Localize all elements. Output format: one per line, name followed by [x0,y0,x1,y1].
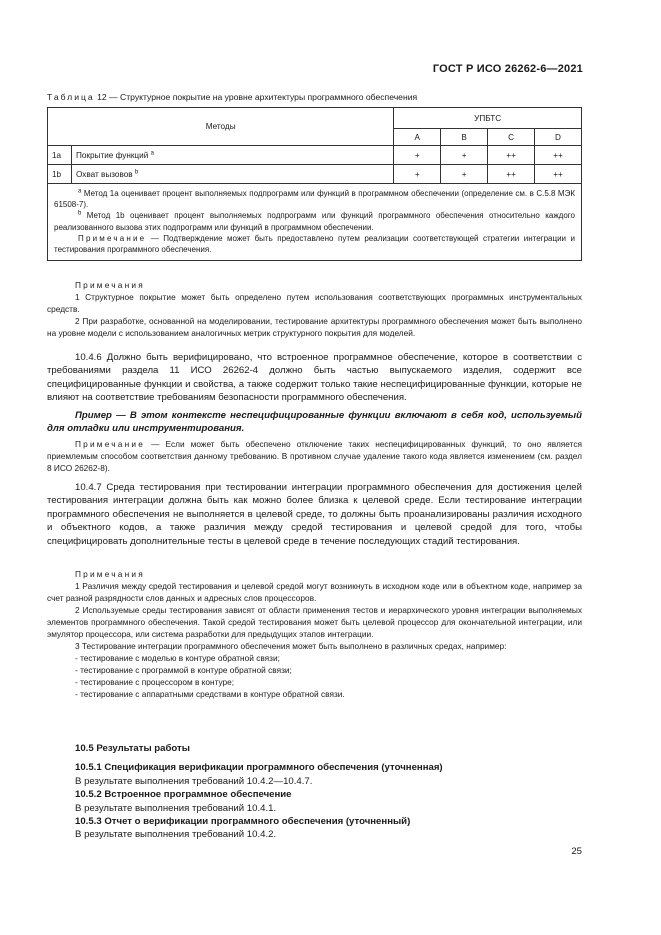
table-caption-label: Таблица [47,92,95,102]
header-level-c: C [488,129,535,146]
example-10-4-6: Пример — В этом контексте неспецифицированные функции включают в себя код, используемый для отладки или инструментирования. [47,410,582,435]
subsection-heading: 10.5.2 Встроенное программное обеспечение [75,789,292,801]
note-item: 3 Тестирование интеграции программного обеспечения может быть выполнено в различных средах, например: [75,641,507,651]
cell-value: ++ [535,146,582,165]
list-item: - тестирование с программой в контуре обратной связи; [75,665,292,675]
notes-block-2 [47,568,582,700]
header-asil: УПБТС [394,108,582,129]
coverage-table [47,107,582,261]
cell-value: + [394,146,441,165]
table-row [48,165,582,184]
table-footnotes [48,184,582,261]
footnote-b: $^b$ Метод 1b оценивает процент выполняемых подпрограмм или функций программного обеспечения относительно каждого реализованного вызова этих подпрограмм или функций в программном обеспечении. [54,210,575,232]
row-method: Покрытие функций $^a$ [71,146,393,165]
footnote-ref: a [150,149,154,156]
notes-label: Примечания [75,280,145,290]
header-level-a: A [394,129,441,146]
table-note: Примечание — Подтверждение может быть предоставлено путем реализации соответствующей стратегии интеграции и тестирования программного обеспечения. [54,233,575,255]
list-item: - тестирование с процессором в контуре; [75,677,235,687]
footnote-ref: b [134,168,139,175]
row-method: Охват вызовов $^b$ [71,165,393,184]
section-10-5 [47,742,582,842]
header-methods: Методы [48,108,394,146]
note-label: Примечание [75,439,146,449]
header-level-d: D [535,129,582,146]
row-id: 1a [48,146,72,165]
cell-value: + [394,165,441,184]
section-title: 10.5 Результаты работы [75,743,190,754]
table-row [48,146,582,165]
notes-block-1 [47,279,582,339]
notes-label: Примечания [75,569,145,579]
cell-value: ++ [488,165,535,184]
row-id: 1b [48,165,72,184]
page-number: 25 [571,846,582,857]
header-level-b: B [441,129,488,146]
table-caption-text: 12 — Структурное покрытие на уровне архитектуры программного обеспечения [97,92,418,102]
cell-value: ++ [488,146,535,165]
subsection-heading: 10.5.3 Отчет о верификации программного обеспечения (уточненный) [75,816,411,828]
paragraph-10-4-7: 10.4.7 Среда тестирования при тестировании интеграции программного обеспечения для достижения целей тестирования интеграции должна быть как можно более близка к целевой среде. Если тестирование интеграции программного обеспечения не выполняется в целевой среде, то должны быть проанализированы различия исходного и объектного кодов, а также различия между средой тестирования и целевой средой для того, чтобы специфицировать дополнительные тесты в целевой среде в течение последующих стадий тестирования. [47,482,582,547]
subsection-heading: 10.5.1 Спецификация верификации программного обеспечения (уточненная) [75,762,443,774]
subsection-text: В результате выполнения требований 10.4.1. [75,802,277,814]
note-item: 2 Используемые среды тестирования зависят от области применения тестов и иерархического уровня интеграции выполняемых элементов программного обеспечения. Такой средой тестирования может быть целевой процессор для окончательной интеграции, или эмулятор процессора, или система разработки для предыдущих этапов интеграции. [47,605,582,639]
note-10-4-6: Примечание — Если может быть обеспечено отключение таких неспецифицированных функций, то оно является приемлемым способом соответствия данному требованию. В противном случае удаление такого кода является изменением (см. раздел 8 ИСО 26262-8). [47,439,582,473]
cell-value: ++ [535,165,582,184]
table-caption [47,92,417,102]
subsection-text: В результате выполнения требований 10.4.2. [75,829,277,841]
document-code: ГОСТ Р ИСО 26262-6—2021 [432,63,583,75]
note-item: 1 Структурное покрытие может быть определено путем использования соответствующих программных инструментальных средств. [47,292,582,314]
list-item: - тестирование с аппаратными средствами в контуре обратной связи. [75,689,345,699]
cell-value: + [441,165,488,184]
note-item: 1 Различия между средой тестирования и целевой средой могут возникнуть в исходном коде или в объектном коде, например за счет разной разрядности слов данных и адресных слов процессоров. [47,581,582,603]
note-item: 2 При разработке, основанной на моделировании, тестирование архитектуры программного обеспечения может быть выполнено на уровне модели с использованием аналогичных метрик структурного покрытия для моделей. [47,316,582,338]
subsection-text: В результате выполнения требований 10.4.2—10.4.7. [75,775,313,787]
cell-value: + [441,146,488,165]
list-item: - тестирование с моделью в контуре обратной связи; [75,653,280,663]
footnote-a: $^a$ Метод 1a оценивает процент выполняемых подпрограмм или функций в программном обеспечении (определение см. в С.5.8 МЭК 61508-7). [54,188,575,210]
paragraph-10-4-6: 10.4.6 Должно быть верифицировано, что встроенное программное обеспечение, которое в соответствии с требованиями раздела 11 ИСО 26262-4 должно быть частью выпускаемого изделия, содержит все специфицированные функции и свойства, а также содержит только такие неспецифицированные функции, которые не влияют на соответствие требованиям безопасности программного обеспечения. [47,352,582,404]
